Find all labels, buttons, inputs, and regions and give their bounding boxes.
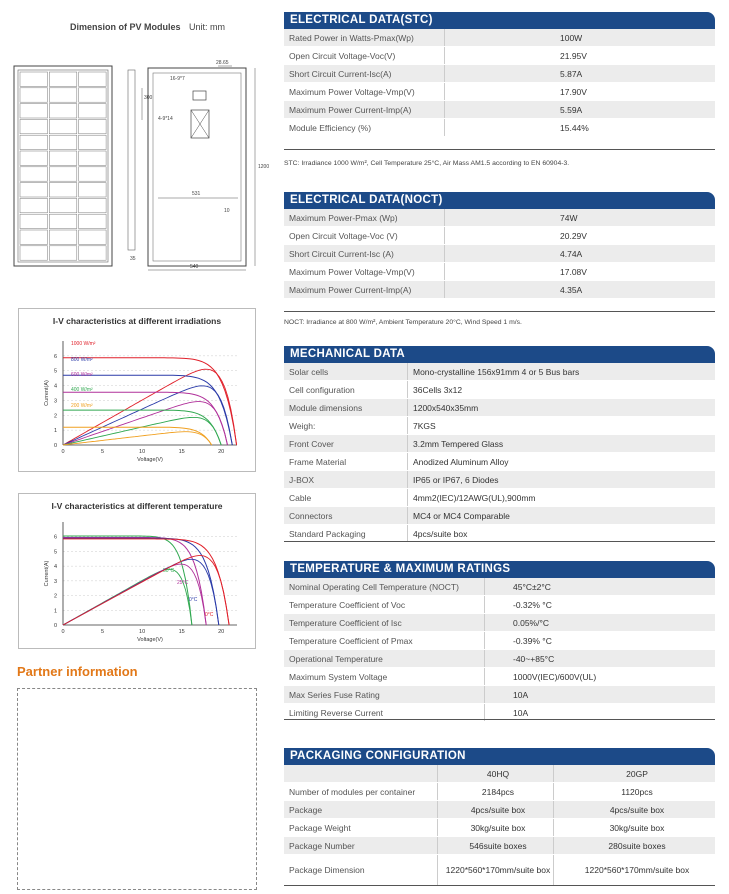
- stc-note: STC: Irradiance 1000 W/m², Cell Temperature 25°C, Air Mass AM1.5 according to EN 60904-3.: [284, 160, 570, 167]
- table-row: [284, 632, 715, 650]
- row-label: Rated Power in Watts-Pmax(Wp): [284, 29, 445, 47]
- power-curve: [63, 432, 212, 445]
- solar-cell: [49, 183, 77, 197]
- x-tick-label: 5: [101, 449, 105, 455]
- partner-title: Partner information: [17, 664, 138, 679]
- solar-cell: [49, 214, 77, 228]
- x-tick-label: 5: [101, 629, 105, 635]
- table-row: [284, 119, 715, 137]
- solar-cell: [20, 198, 48, 212]
- x-tick-label: 10: [139, 449, 146, 455]
- column-header: 20GP: [554, 765, 716, 783]
- table-row: [284, 381, 715, 399]
- row-value: 1000V(IEC)/600V(UL): [485, 668, 716, 686]
- table-row: [284, 525, 715, 543]
- temperature-chart-panel: [18, 493, 256, 649]
- row-label: Temperature Coefficient of Voc: [284, 596, 485, 614]
- table-row: [284, 65, 715, 83]
- row-label: Temperature Coefficient of Pmax: [284, 632, 485, 650]
- row-label: Package Number: [284, 837, 438, 855]
- row-value: 4mm2(IEC)/12AWG(UL),900mm: [408, 489, 716, 507]
- row-label: J-BOX: [284, 471, 408, 489]
- power-curve: [63, 569, 192, 625]
- mech-table: [284, 363, 715, 543]
- y-axis-label: Current(A): [44, 380, 50, 406]
- row-value: 5.59A: [445, 101, 716, 119]
- mech-title: MECHANICAL DATA: [284, 346, 715, 363]
- module-front-view: [14, 66, 112, 266]
- divider: [284, 719, 715, 720]
- table-row: [284, 47, 715, 65]
- solar-cell: [49, 151, 77, 165]
- solar-cell: [79, 119, 107, 133]
- solar-cell: [79, 72, 107, 86]
- mech-section: [284, 346, 715, 543]
- row-label: Open Circuit Voltage-Voc (V): [284, 227, 445, 245]
- y-tick-label: 3: [53, 578, 57, 585]
- solar-cell: [49, 246, 77, 260]
- table-row: [284, 245, 715, 263]
- row-label: Short Circuit Current-Isc(A): [284, 65, 445, 83]
- series-label: 50°C: [163, 568, 175, 574]
- table-row: [284, 596, 715, 614]
- row-label: Package Dimension: [284, 855, 438, 886]
- table-row: [284, 453, 715, 471]
- divider: [284, 885, 715, 886]
- row-value: 280suite boxes: [554, 837, 716, 855]
- y-tick-label: 6: [53, 353, 57, 360]
- stc-table: [284, 29, 715, 137]
- table-row: [284, 29, 715, 47]
- row-value: Mono-crystalline 156x91mm 4 or 5 Bus bars: [408, 363, 716, 381]
- table-row: [284, 801, 715, 819]
- series-label: 1000 W/m²: [71, 341, 96, 347]
- solar-cell: [20, 72, 48, 86]
- irradiation-chart-panel: [18, 308, 256, 472]
- irradiation-chart-title: I-V characteristics at different irradiations: [52, 316, 222, 326]
- module-dimension-drawing: [10, 58, 272, 273]
- solar-cell: [79, 104, 107, 118]
- table-row: [284, 435, 715, 453]
- table-row: [284, 578, 715, 596]
- solar-cell: [79, 246, 107, 260]
- row-value: -0.39% °C: [485, 632, 716, 650]
- noct-table: [284, 209, 715, 299]
- row-value: 100W: [445, 29, 716, 47]
- dim-label: 540: [190, 264, 199, 270]
- table-row: [284, 819, 715, 837]
- solar-cell: [20, 135, 48, 149]
- y-tick-label: 2: [53, 413, 57, 420]
- row-value: 4pcs/suite box: [438, 801, 554, 819]
- solar-cell: [49, 119, 77, 133]
- table-row: [284, 837, 715, 855]
- row-value: 10A: [485, 686, 716, 704]
- row-value: 546suite boxes: [438, 837, 554, 855]
- row-value: 45°C±2°C: [485, 578, 716, 596]
- x-axis-label: Voltage(V): [137, 457, 163, 463]
- row-label: Operational Temperature: [284, 650, 485, 668]
- x-tick-label: 20: [218, 449, 225, 455]
- solar-cell: [20, 88, 48, 102]
- solar-cell: [49, 88, 77, 102]
- row-value: -0.32% °C: [485, 596, 716, 614]
- row-label: Standard Packaging: [284, 525, 408, 543]
- power-curve: [63, 564, 206, 625]
- dim-label: 1200: [258, 164, 270, 170]
- irradiation-chart: [19, 309, 255, 471]
- x-tick-label: 15: [178, 449, 185, 455]
- table-row: [284, 263, 715, 281]
- row-value: 30kg/suite box: [438, 819, 554, 837]
- row-value: MC4 or MC4 Comparable: [408, 507, 716, 525]
- row-value: 4.35A: [445, 281, 716, 299]
- solar-cell: [20, 183, 48, 197]
- dim-label: 28.65: [216, 60, 229, 66]
- row-label: Maximum Power-Pmax (Wp): [284, 209, 445, 227]
- column-header: [284, 765, 438, 783]
- divider: [284, 311, 715, 312]
- series-label: 0°C: [189, 597, 198, 603]
- temperature-chart: [19, 494, 255, 648]
- stc-section: [284, 12, 715, 167]
- dim-label: 300: [144, 95, 153, 101]
- x-tick-label: 15: [178, 629, 185, 635]
- table-row: [284, 83, 715, 101]
- series-label: 200 W/m²: [71, 403, 93, 409]
- row-value: 1220*560*170mm/suite box: [438, 855, 554, 886]
- table-row: [284, 668, 715, 686]
- row-value: 1120pcs: [554, 783, 716, 801]
- table-row: [284, 417, 715, 435]
- solar-cell: [79, 183, 107, 197]
- temp-table: [284, 578, 715, 722]
- row-value: 4pcs/suite box: [408, 525, 716, 543]
- x-tick-label: 0: [61, 449, 65, 455]
- series-label: 0°C: [205, 612, 214, 618]
- iv-curve: [63, 358, 237, 445]
- y-tick-label: 1: [53, 428, 57, 435]
- y-tick-label: 4: [53, 383, 57, 390]
- solar-cell: [79, 151, 107, 165]
- row-label: Connectors: [284, 507, 408, 525]
- row-label: Short Circuit Current-Isc (A): [284, 245, 445, 263]
- table-row: [284, 650, 715, 668]
- solar-cell: [20, 214, 48, 228]
- power-curve: [63, 559, 219, 625]
- solar-cell: [49, 104, 77, 118]
- solar-cell: [49, 167, 77, 181]
- dim-label: 10: [224, 208, 230, 214]
- row-label: Frame Material: [284, 453, 408, 471]
- row-value: 15.44%: [445, 119, 716, 137]
- y-tick-label: 4: [53, 564, 57, 571]
- row-label: Maximum Power Voltage-Vmp(V): [284, 83, 445, 101]
- row-label: Number of modules per container: [284, 783, 438, 801]
- temp-section: [284, 561, 715, 722]
- x-tick-label: 20: [218, 629, 225, 635]
- solar-cell: [20, 167, 48, 181]
- table-row: [284, 783, 715, 801]
- y-tick-label: 0: [53, 443, 57, 449]
- solar-cell: [49, 230, 77, 244]
- table-header-row: [284, 765, 715, 783]
- row-value: 20.29V: [445, 227, 716, 245]
- solar-cell: [79, 88, 107, 102]
- table-row: [284, 209, 715, 227]
- pack-section: [284, 748, 715, 886]
- solar-cell: [79, 214, 107, 228]
- row-label: Module dimensions: [284, 399, 408, 417]
- y-tick-label: 5: [53, 549, 57, 556]
- stc-title: ELECTRICAL DATA(STC): [284, 12, 715, 29]
- row-value: 17.90V: [445, 83, 716, 101]
- row-value: 5.87A: [445, 65, 716, 83]
- row-value: 30kg/suite box: [554, 819, 716, 837]
- temp-title: TEMPERATURE & MAXIMUM RATINGS: [284, 561, 715, 578]
- row-label: Weigh:: [284, 417, 408, 435]
- row-value: 74W: [445, 209, 716, 227]
- dim-label: 16-9*7: [170, 76, 185, 82]
- dim-label: 35: [130, 256, 136, 262]
- row-label: Maximum System Voltage: [284, 668, 485, 686]
- row-label: Module Efficiency (%): [284, 119, 445, 137]
- row-label: Package Weight: [284, 819, 438, 837]
- y-tick-label: 0: [53, 623, 57, 629]
- row-value: 10A: [485, 704, 716, 722]
- solar-cell: [79, 230, 107, 244]
- y-axis-label: Current(A): [44, 560, 50, 587]
- divider: [284, 541, 715, 542]
- x-tick-label: 0: [61, 629, 65, 635]
- row-value: 36Cells 3x12: [408, 381, 716, 399]
- row-label: Limiting Reverse Current: [284, 704, 485, 722]
- table-row: [284, 227, 715, 245]
- row-label: Package: [284, 801, 438, 819]
- row-label: Nominal Operating Cell Temperature (NOCT): [284, 578, 485, 596]
- solar-cell: [20, 151, 48, 165]
- y-tick-label: 3: [53, 398, 57, 405]
- solar-cell: [79, 167, 107, 181]
- row-label: Maximum Power Current-Imp(A): [284, 101, 445, 119]
- row-value: 1220*560*170mm/suite box: [554, 855, 716, 886]
- dim-label: 531: [192, 191, 201, 197]
- row-value: 21.95V: [445, 47, 716, 65]
- partner-box: [17, 688, 257, 890]
- pack-table: [284, 765, 715, 886]
- row-value: 1200x540x35mm: [408, 399, 716, 417]
- row-label: Maximum Power Current-Imp(A): [284, 281, 445, 299]
- series-label: 25°C: [177, 580, 189, 586]
- row-value: 4.74A: [445, 245, 716, 263]
- table-row: [284, 855, 715, 886]
- y-tick-label: 6: [53, 534, 57, 541]
- series-label: 400 W/m²: [71, 387, 93, 393]
- noct-section: [284, 192, 715, 326]
- row-value: 7KGS: [408, 417, 716, 435]
- row-label: Cable: [284, 489, 408, 507]
- row-value: 3.2mm Tempered Glass: [408, 435, 716, 453]
- solar-cell: [49, 135, 77, 149]
- solar-cell: [79, 135, 107, 149]
- series-label: 800 W/m²: [71, 357, 93, 363]
- temperature-chart-title: I-V characteristics at different temperature: [51, 501, 223, 511]
- row-label: Front Cover: [284, 435, 408, 453]
- table-row: [284, 489, 715, 507]
- noct-note: NOCT: Irradiance at 800 W/m², Ambient Temperature 20°C, Wind Speed 1 m/s.: [284, 319, 522, 326]
- solar-cell: [79, 198, 107, 212]
- row-label: Maximum Power Voltage-Vmp(V): [284, 263, 445, 281]
- dimension-title: Dimension of PV Modules Unit: mm: [70, 22, 226, 32]
- row-value: -40~+85°C: [485, 650, 716, 668]
- solar-cell: [49, 72, 77, 86]
- row-value: IP65 or IP67, 6 Diodes: [408, 471, 716, 489]
- table-row: [284, 614, 715, 632]
- solar-cell: [20, 119, 48, 133]
- row-label: Open Circuit Voltage-Voc(V): [284, 47, 445, 65]
- solar-cell: [20, 246, 48, 260]
- solar-cell: [20, 230, 48, 244]
- x-tick-label: 10: [139, 629, 146, 635]
- x-axis-label: Voltage(V): [137, 637, 163, 643]
- row-label: Temperature Coefficient of Isc: [284, 614, 485, 632]
- iv-curve: [63, 536, 192, 625]
- table-row: [284, 471, 715, 489]
- y-tick-label: 5: [53, 368, 57, 375]
- table-row: [284, 101, 715, 119]
- table-row: [284, 399, 715, 417]
- y-tick-label: 1: [53, 608, 57, 615]
- column-header: 40HQ: [438, 765, 554, 783]
- row-value: 4pcs/suite box: [554, 801, 716, 819]
- row-label: Cell configuration: [284, 381, 408, 399]
- dim-label: 4-9*14: [158, 116, 173, 122]
- solar-cell: [49, 198, 77, 212]
- series-label: 600 W/m²: [71, 372, 93, 378]
- noct-title: ELECTRICAL DATA(NOCT): [284, 192, 715, 209]
- table-row: [284, 363, 715, 381]
- table-row: [284, 281, 715, 299]
- table-row: [284, 686, 715, 704]
- row-value: 17.08V: [445, 263, 716, 281]
- pack-title: PACKAGING CONFIGURATION: [284, 748, 715, 765]
- y-tick-label: 2: [53, 593, 57, 600]
- row-label: Solar cells: [284, 363, 408, 381]
- table-row: [284, 507, 715, 525]
- solar-cell: [20, 104, 48, 118]
- divider: [284, 149, 715, 150]
- row-value: 2184pcs: [438, 783, 554, 801]
- row-label: Max Series Fuse Rating: [284, 686, 485, 704]
- row-value: Anodized Aluminum Alloy: [408, 453, 716, 471]
- row-value: 0.05%/°C: [485, 614, 716, 632]
